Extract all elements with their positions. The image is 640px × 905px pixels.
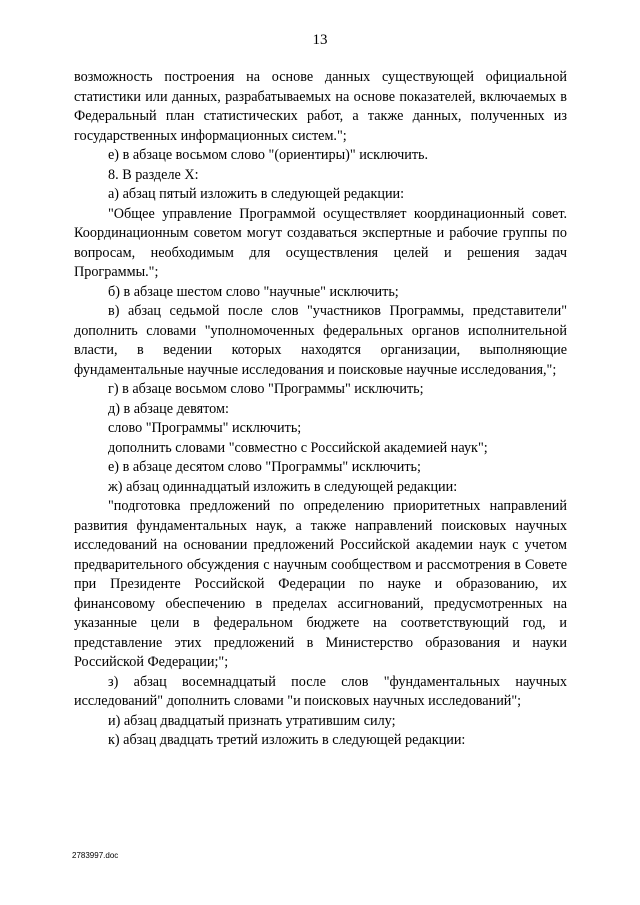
footer-filename: 2783997.doc [72, 851, 119, 860]
paragraph: з) абзац восемнадцатый после слов "фундаментальных научных исследований" дополнить словами "и поисковых научных исследований"; [74, 673, 567, 709]
paragraph: "подготовка предложений по определению приоритетных направлений развития фундаментальных наук, а также направлений поисковых научных исследований на основании предложений Российской академии наук с учетом предварительного обсуждения с научным сообществом и рассмотрения в Совете при Президенте Российской Федерации по науке и образованию, их финансовому обеспечению в пределах ассигнований, предусмотренных на указанные цели в федеральном бюджете на соответствующий год, и представление этих предложений в Министерство образования и науки Российской Федерации;"; [74, 498, 567, 670]
paragraph: г) в абзаце восьмом слово "Программы" исключить; [108, 381, 424, 397]
paragraph: д) в абзаце девятом: [108, 400, 229, 417]
paragraph: дополнить словами "совместно с Российской академией наук"; [108, 439, 488, 456]
document-body [74, 68, 567, 751]
paragraph: е) в абзаце восьмом слово "(ориентиры)" исключить. [108, 147, 429, 163]
paragraph: слово "Программы" исключить; [108, 420, 302, 436]
paragraph: е) в абзаце десятом слово "Программы" исключить; [108, 459, 421, 475]
paragraph: б) в абзаце шестом слово "научные" исключить; [108, 283, 399, 300]
paragraph: ж) абзац одиннадцатый изложить в следующей редакции: [108, 478, 458, 495]
paragraph: 8. В разделе X: [108, 166, 199, 183]
paragraph: к) абзац двадцать третий изложить в следующей редакции: [108, 732, 466, 748]
paragraph: возможность построения на основе данных существующей официальной статистики или данных, разрабатываемых на основе показателей, включаемых в Федеральный план статистических работ, а также данных, полученных из государственных информационных систем."; [74, 69, 567, 144]
paragraph: и) абзац двадцатый признать утратившим силу; [108, 712, 396, 729]
paragraph: а) абзац пятый изложить в следующей редакции: [108, 186, 405, 202]
paragraph: "Общее управление Программой осуществляет координационный совет. Координационным советом могут создаваться экспертные и рабочие группы по вопросам, необходимым для осуществления целей и решения задач Программы."; [74, 205, 567, 280]
paragraph: в) абзац седьмой после слов "участников Программы, представители" дополнить словами "уполномоченных федеральных органов исполнительной власти, в ведении которых находятся организации, выполняющие фундаментальные научные исследования и поисковые научные исследования,"; [74, 303, 567, 378]
page-number: 13 [312, 32, 328, 48]
